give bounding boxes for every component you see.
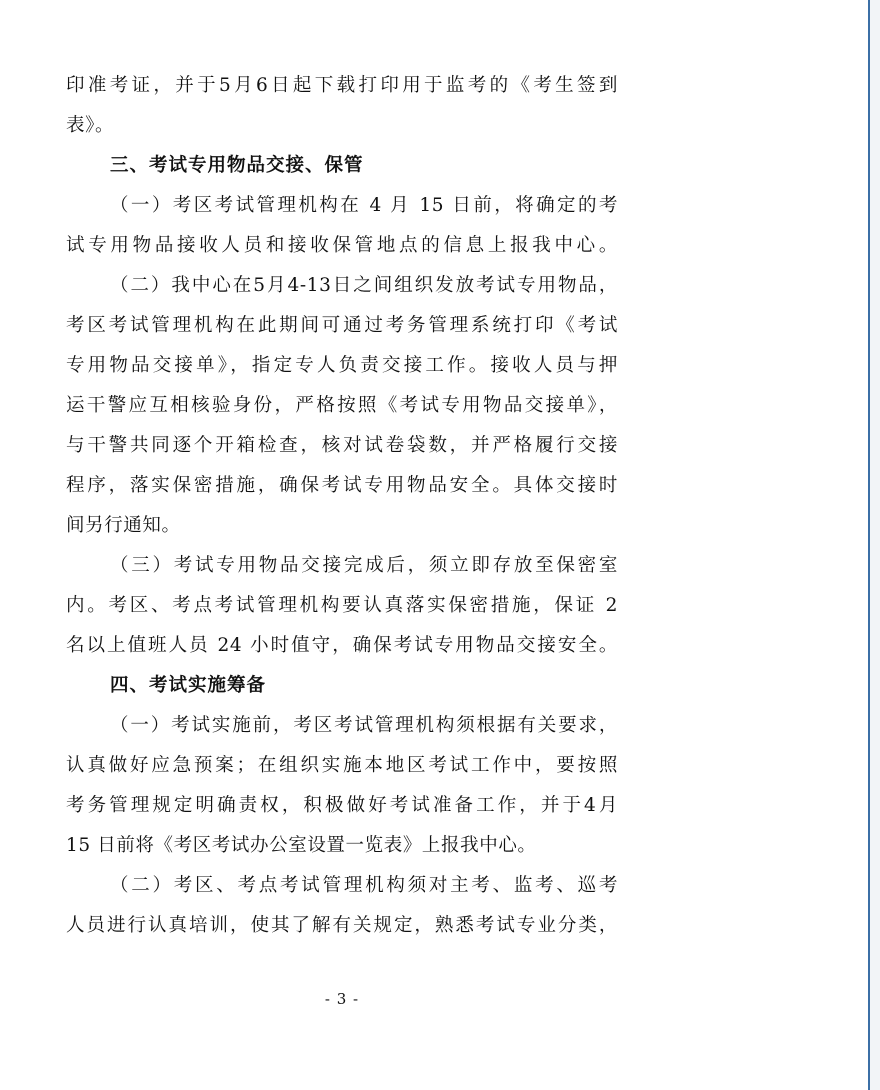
- body-line-21: （二）考区、考点考试管理机构须对主考、监考、巡考: [110, 875, 618, 896]
- body-line-13: （三）考试专用物品交接完成后，须立即存放至保密室: [110, 555, 618, 576]
- body-line-6: （二）我中心在5月4-13日之间组织发放考试专用物品，: [110, 275, 618, 296]
- body-line-1: 印准考证，并于5月6日起下载打印用于监考的《考生签到: [66, 75, 618, 96]
- body-line-2: 表》。: [66, 115, 115, 136]
- page-number: - 3 -: [324, 990, 360, 1008]
- body-line-4: （一）考区考试管理机构在 4 月 15 日前，将确定的考: [110, 195, 618, 216]
- body-line-10: 与干警共同逐个开箱检查，核对试卷袋数，并严格履行交接: [66, 435, 618, 456]
- document-body: [66, 66, 618, 946]
- body-line-22: 人员进行认真培训，使其了解有关规定，熟悉考试专业分类，: [66, 915, 618, 936]
- body-line-8: 专用物品交接单》，指定专人负责交接工作。接收人员与押: [66, 355, 618, 376]
- body-line-18: 认真做好应急预案；在组织实施本地区考试工作中，要按照: [66, 755, 618, 776]
- body-line-14: 内。考区、考点考试管理机构要认真落实保密措施，保证 2: [66, 595, 618, 616]
- body-line-9: 运干警应互相核验身份，严格按照《考试专用物品交接单》，: [66, 395, 618, 416]
- body-line-15: 名以上值班人员 24 小时值守，确保考试专用物品交接安全。: [66, 635, 618, 656]
- page-edge-shade: [870, 0, 880, 1090]
- body-line-5: 试专用物品接收人员和接收保管地点的信息上报我中心。: [66, 235, 618, 256]
- section-heading-3: 三、考试专用物品交接、保管: [110, 155, 364, 176]
- body-line-20: 15 日前将《考区考试办公室设置一览表》上报我中心。: [66, 835, 537, 856]
- section-heading-16: 四、考试实施筹备: [110, 675, 267, 696]
- body-line-19: 考务管理规定明确责权，积极做好考试准备工作，并于4月: [66, 795, 618, 816]
- body-line-12: 间另行通知。: [66, 515, 181, 536]
- body-line-7: 考区考试管理机构在此期间可通过考务管理系统打印《考试: [66, 315, 618, 336]
- body-line-17: （一）考试实施前，考区考试管理机构须根据有关要求，: [110, 715, 618, 736]
- body-line-11: 程序，落实保密措施，确保考试专用物品安全。具体交接时: [66, 475, 618, 496]
